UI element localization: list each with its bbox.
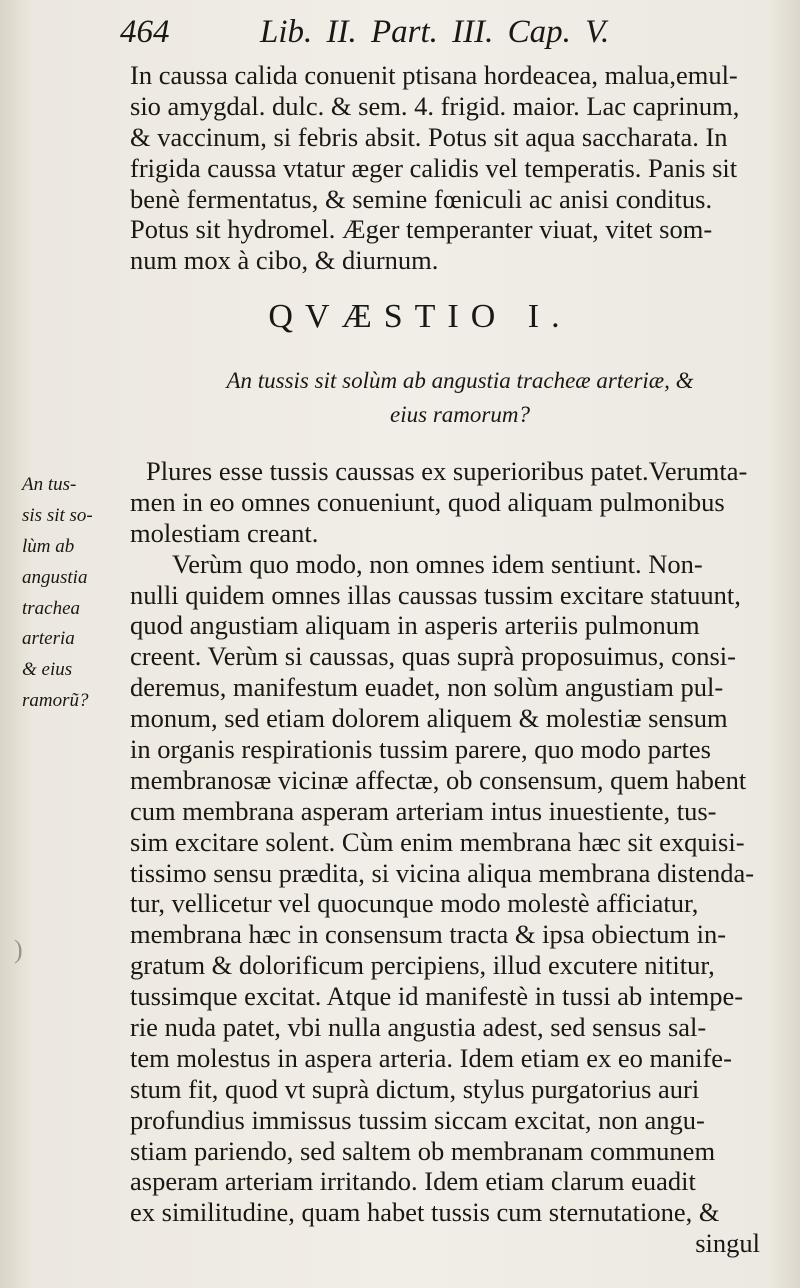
top-paragraph xyxy=(130,60,780,276)
text-line: tussimque excitat. Atque id manifestè in tussi ab intempe- xyxy=(130,981,744,1012)
text-line: cum membrana asperam arteriam intus inuestiente, tus- xyxy=(130,795,717,826)
text-line: Plures esse tussis caussas ex superioribus patet.Verumta- xyxy=(146,456,748,486)
text-line: sim excitare solent. Cùm enim membrana hæc sit exquisi- xyxy=(130,826,745,857)
question-title-line: An tussis sit solùm ab angustia tracheæ arteriæ, & xyxy=(226,368,694,393)
text-line: monum, sed etiam dolorem aliquem & molestiæ sensum xyxy=(130,703,728,734)
text-line: quod angustiam aliquam in asperis arteriis pulmonum xyxy=(130,610,700,641)
text-line: stum fit, quod vt suprà dictum, stylus purgatorius auri xyxy=(130,1073,700,1104)
text-line: in organis respirationis tussim parere, quo modo partes xyxy=(130,734,711,765)
text-line: asperam arteriam irritando. Idem etiam clarum euadit xyxy=(130,1166,696,1197)
text-line: membrana hæc in consensum tracta & ipsa obiectum in- xyxy=(130,919,727,950)
questio-heading: QVÆSTIO I. xyxy=(268,298,572,335)
text-line: molestiam creant. xyxy=(130,517,319,548)
text-line: benè fermentatus, & semine fœniculi ac anisi conditus. xyxy=(130,183,713,214)
text-line: gratum & dolorificum percipiens, illud excutere nititur, xyxy=(130,950,715,981)
text-line: nulli quidem omnes illas caussas tussim excitare statuunt, xyxy=(130,579,741,610)
running-title: Lib. II. Part. III. Cap. V. xyxy=(260,14,610,50)
margin-note-line: arteria xyxy=(22,628,75,650)
text-line: tur, vellicetur vel quocunque modo molestè afficiatur, xyxy=(130,888,699,919)
text-line: tem molestus in aspera arteria. Idem etiam ex eo manife- xyxy=(130,1042,732,1073)
margin-note-line: & eius xyxy=(22,659,73,681)
margin-note xyxy=(22,470,132,717)
text-line: stiam pariendo, sed saltem ob membranam communem xyxy=(130,1135,716,1166)
margin-note-line: An tus- xyxy=(22,474,77,495)
text-line: frigida caussa vtatur æger calidis vel temperatis. Panis sit xyxy=(130,152,738,183)
margin-note-line: trachea xyxy=(22,597,81,619)
margin-note-line: lùm ab xyxy=(22,535,75,557)
text-line: rie nuda patet, vbi nulla angustia adest, sed sensus sal- xyxy=(130,1012,707,1043)
text-line: creent. Verùm si caussas, quas suprà proposuimus, consi- xyxy=(130,641,736,672)
text-line: membranosæ vicinæ affectæ, ob consensum, quem habent xyxy=(130,764,747,795)
text-line: & vaccinum, si febris absit. Potus sit aqua saccharata. In xyxy=(130,121,728,152)
question-title xyxy=(140,364,780,432)
text-line: profundius immissus tussim siccam excitat, non angu- xyxy=(130,1104,705,1135)
text-line: tissimo sensu prædita, si vicina aliqua membrana distenda- xyxy=(130,857,755,888)
text-line: men in eo omnes conueniunt, quod aliquam pulmonibus xyxy=(130,486,725,517)
catchword: singul xyxy=(695,1228,760,1259)
main-text xyxy=(130,456,780,1259)
text-line: ex similitudine, quam habet tussis cum sternutatione, & xyxy=(130,1197,720,1228)
question-title-line: eius ramorum? xyxy=(390,402,530,427)
text-line: deremus, manifestum euadet, non solùm angustiam pul- xyxy=(130,672,724,703)
margin-note-line: ramorũ? xyxy=(22,690,89,712)
text-line: sio amygdal. dulc. & sem. 4. frigid. maior. Lac caprinum, xyxy=(130,90,740,121)
text-line: Potus sit hydromel. Æger temperanter viuat, vitet som- xyxy=(130,214,713,245)
text-line: num mox à cibo, & diurnum. xyxy=(130,245,439,276)
page-header xyxy=(120,14,680,54)
text-line: In caussa calida conuenit ptisana hordeacea, malua,emul- xyxy=(130,60,738,90)
page-number: 464 xyxy=(120,14,170,50)
margin-mark: ) xyxy=(14,935,23,964)
margin-note-line: angustia xyxy=(22,566,88,588)
text-line: Verùm quo modo, non omnes idem sentiunt. Non- xyxy=(172,548,703,579)
margin-note-line: sis sit so- xyxy=(22,504,93,526)
